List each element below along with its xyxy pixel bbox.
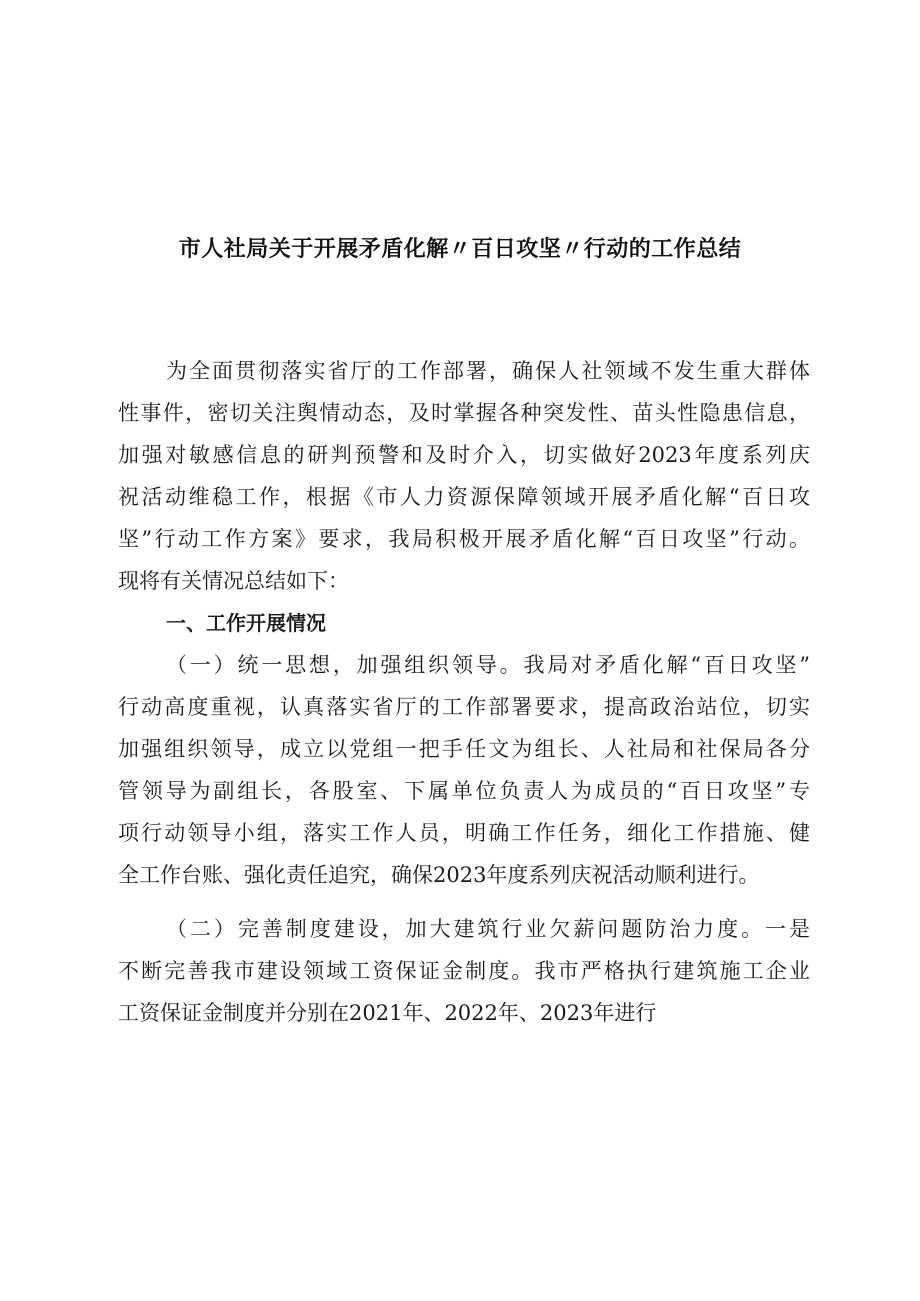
intro-line-1: 为全面贯彻落实省厅的工作部署，确保人社领域不发生重大群体 — [166, 359, 810, 383]
section-heading-1: 一、工作开展情况 — [166, 611, 326, 635]
para-2-line-1: （二）完善制度建设，加大建筑行业欠薪问题防治力度。一是 — [166, 917, 810, 941]
paragraph-gap — [118, 896, 810, 908]
document-title: 市人社局关于开展矛盾化解〃百日攻坚〃行动的工作总结 — [178, 237, 742, 262]
para-1-line-5: 项行动领导小组，落实工作人员，明确工作任务，细化工作措施、健 — [118, 821, 810, 845]
para-1-line-2: 行动高度重视，认真落实省厅的工作部署要求，提高政治站位，切实 — [118, 695, 810, 719]
para-1-line-1: （一）统一思想，加强组织领导。我局对矛盾化解“百日攻坚” — [166, 653, 810, 677]
intro-line-5: 坚”行动工作方案》要求，我局积极开展矛盾化解“百日攻坚”行动。 — [118, 527, 810, 551]
para-2-line-2: 不断完善我市建设领域工资保证金制度。我市严格执行建筑施工企业 — [118, 959, 810, 983]
document-body — [118, 350, 810, 1034]
intro-line-2: 性事件，密切关注舆情动态，及时掌握各种突发性、苗头性隐患信息， — [118, 401, 810, 425]
para-1-line-3: 加强组织领导，成立以党组一把手任文为组长、人社局和社保局各分 — [118, 737, 810, 761]
para-1-line-4: 管领导为副组长，各股室、下属单位负责人为成员的“百日攻坚”专 — [118, 779, 810, 803]
para-2-line-3: 工资保证金制度并分别在2021年、2022年、2023年进行 — [118, 1001, 657, 1025]
intro-line-4: 祝活动维稳工作，根据《市人力资源保障领域开展矛盾化解“百日攻 — [118, 485, 810, 509]
intro-line-6: 现将有关情况总结如下： — [118, 569, 349, 593]
para-1-line-6: 全工作台账、强化责任追究，确保2023年度系列庆祝活动顺利进行。 — [118, 863, 760, 887]
intro-line-3: 加强对敏感信息的研判预警和及时介入，切实做好2023年度系列庆 — [118, 443, 810, 467]
